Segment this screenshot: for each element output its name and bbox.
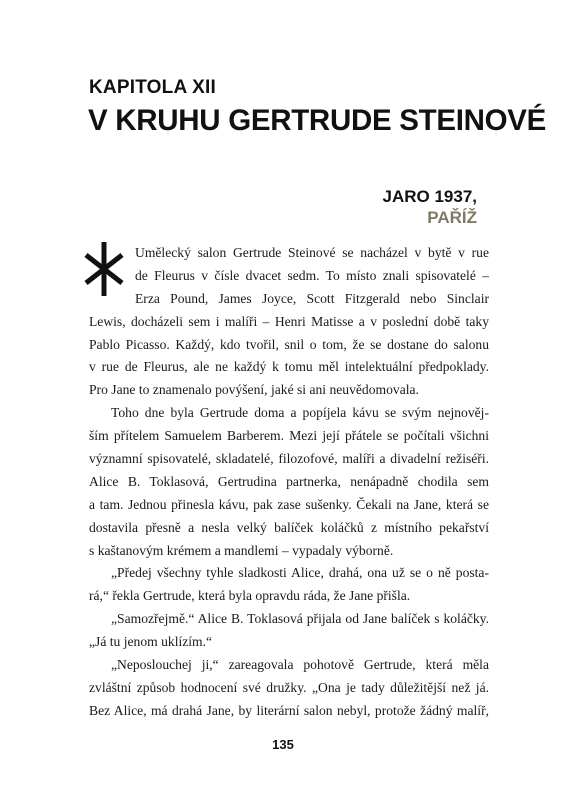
text-line: de Fleurus v čísle dvacet sedm. To místo znali spisovatelé – <box>135 267 489 283</box>
text-line: ším přítelem Samuelem Barberem. Mezi její přátele se počítali všichni <box>89 428 489 444</box>
text-line: významní spisovatelé, skladatelé, filozofové, malíři a divadelní režiséři. <box>89 451 489 467</box>
text-line: Pro Jane to znamenalo povýšení, jaké si ani neuvědomovala. <box>89 382 419 398</box>
page-number: 135 <box>272 737 294 752</box>
text-line: „Neposlouchej ji,“ zareagovala pohotově Gertrude, která měla <box>111 657 489 673</box>
text-line: „Předej všechny tyhle sladkosti Alice, drahá, ona už se o ně posta- <box>111 565 489 581</box>
chapter-label: KAPITOLA XII <box>89 77 216 98</box>
text-line: Bez Alice, má drahá Jane, by literární salon nebyl, protože žádný malíř, <box>89 702 489 718</box>
text-line: Lewis, docházeli sem i malíři – Henri Matisse a v poslední době taky <box>89 313 489 329</box>
text-line: Erza Pound, James Joyce, Scott Fitzgerald nebo Sinclair <box>135 290 489 306</box>
section-place: PAŘÍŽ <box>427 208 477 227</box>
section-date: JARO 1937, <box>382 187 477 206</box>
text-line: a tam. Jednou přinesla kávu, pak zase sušenky. Čekali na Jane, která se <box>89 496 489 512</box>
text-line: zvláštní způsob hodnocení své družky. „Ona je tady důležitější než já. <box>89 679 489 695</box>
body-text <box>89 242 489 723</box>
text-line: Toho dne byla Gertrude doma a popíjela kávu se svým nejnověj- <box>111 405 489 421</box>
text-line: „Samozřejmě.“ Alice B. Toklasová přijala od Jane balíček s koláčky. <box>111 611 489 627</box>
text-line: v rue de Fleurus, ale ne každý k tomu měl intelektuální předpoklady. <box>89 359 489 375</box>
text-line: s kaštanovým krémem a mandlemi – vypadaly výborně. <box>89 542 394 558</box>
chapter-title: V KRUHU GERTRUDE STEINOVÉ <box>88 104 546 137</box>
text-line: Umělecký salon Gertrude Steinové se nacházel v bytě v rue <box>135 245 489 260</box>
text-line: rá,“ řekla Gertrude, která byla opravdu ráda, že Jane přišla. <box>89 588 411 604</box>
text-line: Alice B. Toklasová, Gertrudina partnerka, nenápadně chodila sem <box>89 473 489 489</box>
text-line: dostavila přesně a nesla velký balíček koláčků z místního pekařství <box>89 519 489 535</box>
text-line: Pablo Picasso. Každý, kdo tvořil, snil o tom, že se dostane do salonu <box>89 336 489 352</box>
text-line: „Já tu jenom uklízím.“ <box>89 634 213 650</box>
